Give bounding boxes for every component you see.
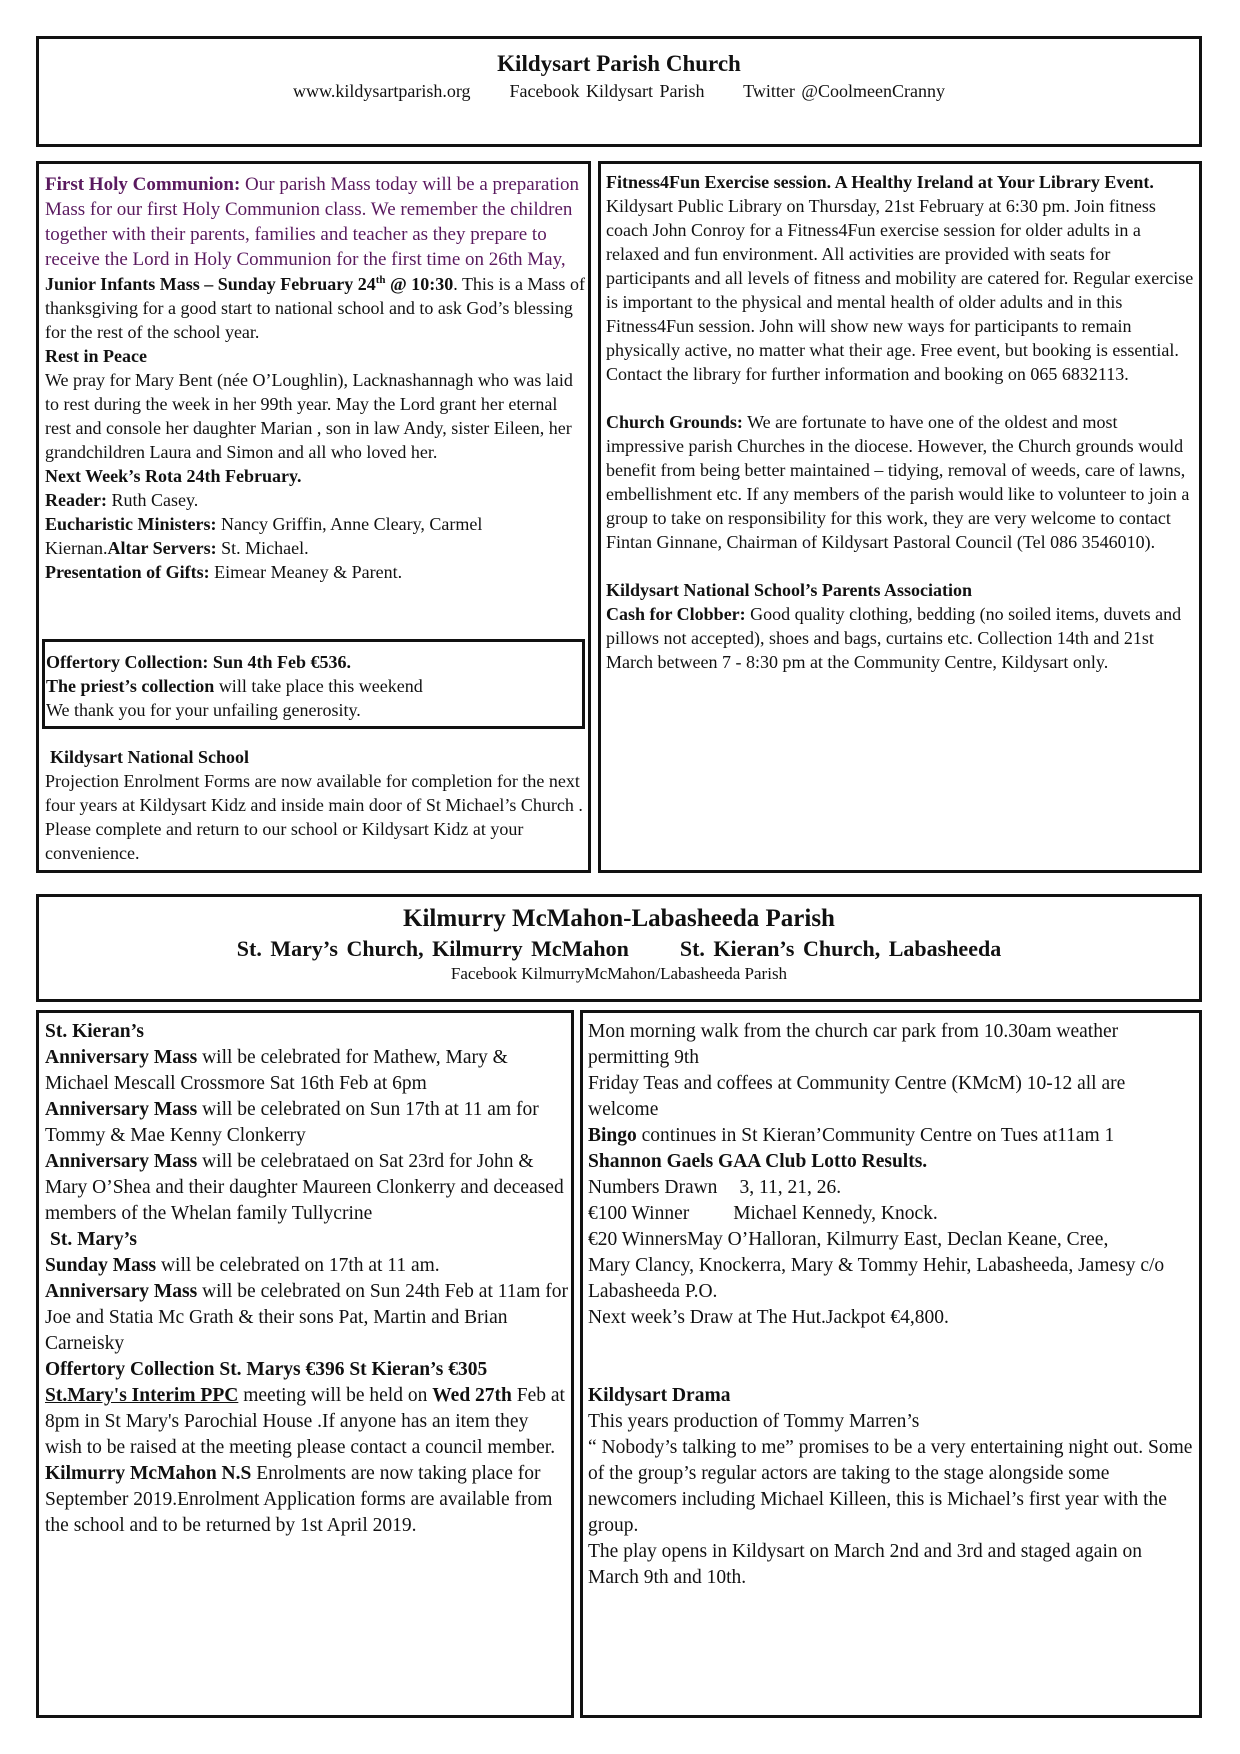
bingo-notice — [588, 1123, 1193, 1149]
priest-bold: The priest’s collection — [46, 676, 215, 696]
teas-notice: Friday Teas and coffees at Community Centre (KMcM) 10-12 all are welcome — [588, 1073, 1126, 1120]
rota-reader — [45, 488, 585, 512]
kilmurry-churches — [39, 936, 1199, 962]
ppc-text2: Feb at 8pm in St Mary's Parochial House .If anyone has an item they wish to be raised at the meeting please contact a council member. — [45, 1385, 565, 1458]
kilmurry-title: Kilmurry McMahon-Labasheeda Parish — [403, 905, 835, 932]
lotto-winners20 — [588, 1227, 1193, 1253]
st-marys-heading: St. Mary’s — [50, 1229, 138, 1250]
kildysart-header — [36, 36, 1202, 147]
fitness-text: Kildysart Public Library on Thursday, 21st February at 6:30 pm. Join fitness coach John Conroy for a Fitness4Fun exercise session for older adults in a relaxed and fun environment. All activities are provided with seats for participants and all levels of fitness and mobility are catered for. Regular exercise is important to the physical and mental health of older adults and in this Fitness4Fun session. John will show new ways for participants to remain physically active, no matter what their age. Free event, but booking is essential. Contact the library for further information and booking on 065 6832113. — [606, 196, 1194, 384]
winner-value: Michael Kennedy, Knock. — [733, 1203, 938, 1224]
anniv1-text: will be celebrated for Mathew, Mary & Michael Mescall Crossmore Sat 16th Feb at 6pm — [45, 1047, 508, 1094]
kildysart-twitter: Twitter @CoolmeenCranny — [743, 81, 945, 101]
anniversary-2 — [45, 1097, 570, 1149]
infants-sup: th — [375, 274, 386, 286]
ppc-link: St.Mary's Interim PPC — [45, 1385, 239, 1406]
anniv4-text: will be celebrated on Sun 24th Feb at 11am for Joe and Statia Mc Grath & their sons Pat, Martin and Brian Carneisky — [45, 1281, 568, 1354]
church-st-marys: St. Mary’s Church, Kilmurry McMahon — [236, 936, 629, 961]
school-heading: Kildysart National School — [50, 747, 250, 767]
numbers-value: 3, 11, 21, 26. — [739, 1177, 842, 1198]
next-draw: Next week’s Draw at The Hut.Jackpot €4,800. — [588, 1307, 949, 1328]
rota-heading: Next Week’s Rota 24th February. — [45, 466, 302, 486]
gifts-label: Presentation of Gifts: — [45, 562, 210, 582]
kildysart-left-notices — [45, 172, 585, 584]
kilmurry-facebook: Facebook KilmurryMcMahon/Labasheeda Parish — [450, 964, 788, 983]
church-st-kierans: St. Kieran’s Church, Labasheeda — [679, 936, 1002, 961]
anniv2-text: will be celebrated on Sun 17th at 11 am for Tommy & Mae Kenny Clonkerry — [45, 1099, 539, 1146]
infants-heading: Junior Infants Mass – Sunday February 24 — [45, 274, 376, 294]
numbers-label: Numbers Drawn — [588, 1177, 718, 1198]
grounds-text: We are fortunate to have one of the oldest and most impressive parish Churches in the diocese. However, the Church grounds would benefit from being better maintained – tidying, removal of weeds, care of lawns, embellishment etc. If any members of the parish would like to volunteer to join a group to take on responsibility for this work, they are very welcome to contact Fintan Ginnane, Chairman of Kildysart Pastoral Council (Tel 086 3546010). — [606, 412, 1190, 552]
ministers-label: Eucharistic Ministers: — [45, 514, 217, 534]
rota-gifts — [45, 560, 585, 584]
anniversary-1 — [45, 1045, 570, 1097]
st-kierans-heading: St. Kieran’s — [45, 1021, 144, 1042]
anniv4-bold: Anniversary Mass — [45, 1281, 198, 1302]
winner-label: €100 Winner — [588, 1203, 690, 1224]
grounds-notice — [606, 410, 1196, 554]
drama-text3: The play opens in Kildysart on March 2nd and 3rd and staged again on March 9th and 10th. — [588, 1541, 1142, 1588]
fitness-heading: Fitness4Fun Exercise session. A Healthy Ireland at Your Library Event. — [606, 172, 1154, 192]
rip-heading: Rest in Peace — [45, 346, 147, 366]
priest-rest: will take place this weekend — [214, 676, 423, 696]
winners20-value: May O’Halloran, Kilmurry East, Declan Keane, Cree, — [687, 1229, 1109, 1250]
lotto-numbers — [588, 1175, 1193, 1201]
sunday-mass — [45, 1253, 570, 1279]
ministers-value: Nancy Griffin, Anne Cleary, Carmel Kiernan. — [45, 514, 483, 558]
offertory-line: Offertory Collection: Sun 4th Feb €536. — [46, 652, 351, 672]
kilmurry-offertory: Offertory Collection St. Marys €396 St Kieran’s €305 — [45, 1359, 488, 1380]
anniv3-bold: Anniversary Mass — [45, 1151, 198, 1172]
rota-ministers — [45, 512, 585, 560]
kildysart-facebook: Facebook Kildysart Parish — [509, 81, 705, 101]
offertory-ppc — [45, 1357, 570, 1461]
ppc-date: Wed 27th — [432, 1385, 512, 1406]
clobber-text: Good quality clothing, bedding (no soiled items, duvets and pillows not accepted), shoes and bags, curtains etc. Collection 14th and 21st March between 7 - 8:30 pm at the Community Centre, Kildysart only. — [606, 604, 1182, 672]
gifts-value: Eimear Meaney & Parent. — [209, 562, 403, 582]
infants-text: . This is a Mass of thanksgiving for a good start to national school and to ask God’s blessing for the rest of the school year. — [45, 274, 585, 342]
anniv1-bold: Anniversary Mass — [45, 1047, 198, 1068]
communion-notice — [45, 172, 585, 272]
kildysart-website: www.kildysartparish.org — [293, 81, 471, 101]
anniversary-4 — [45, 1279, 570, 1357]
clobber-notice — [606, 602, 1196, 674]
sunday-text: will be celebrated on 17th at 11 am. — [156, 1255, 440, 1276]
kildysart-title: Kildysart Parish Church — [497, 51, 741, 76]
lotto-heading: Shannon Gaels GAA Club Lotto Results. — [588, 1151, 928, 1172]
communion-heading: First Holy Communion: — [45, 174, 241, 195]
servers-label: Altar Servers: — [107, 538, 217, 558]
ppc-text1: meeting will be held on — [238, 1385, 433, 1406]
lotto-winner — [588, 1201, 1193, 1227]
anniv3-text: will be celebrataed on Sat 23rd for John & Mary O’Shea and their daughter Maureen Clonkerry and deceased members of the Whelan family Tullycrine — [45, 1151, 564, 1224]
grounds-heading: Church Grounds: — [606, 412, 743, 432]
ns-enrolment — [45, 1461, 570, 1539]
drama-text1: This years production of Tommy Marren’s — [588, 1411, 920, 1432]
communion-text: Our parish Mass today will be a preparation Mass for our first Holy Communion class. We remember the children together with their parents, families and teacher as they prepare to receive the Lord in Holy Communion for the first time on 26th May, — [45, 174, 580, 270]
kilmurry-header — [36, 894, 1202, 1002]
bingo-text: continues in St Kieran’Community Centre on Tues at11am 1 — [636, 1125, 1115, 1146]
winners20-label: €20 Winners — [588, 1229, 688, 1250]
kilmurry-left-notices — [45, 1019, 570, 1539]
ns-text: Enrolments are now taking place for September 2019.Enrolment Application forms are available from the school and to be returned by 1st April 2019. — [45, 1463, 553, 1536]
reader-label: Reader: — [45, 490, 107, 510]
walk-notice: Mon morning walk from the church car park from 10.30am weather permitting 9th — [588, 1021, 1119, 1068]
servers-value: St. Michael. — [216, 538, 309, 558]
offertory-notice — [46, 650, 581, 722]
drama-heading: Kildysart Drama — [588, 1385, 731, 1406]
lotto-winners20-more: Mary Clancy, Knockerra, Mary & Tommy Hehir, Labasheeda, Jamesy c/o Labasheeda P.O. — [588, 1255, 1165, 1302]
rip-text: We pray for Mary Bent (née O’Loughlin), Lacknashannagh who was laid to rest during the week in her 99th year. May the Lord grant her eternal rest and console her daughter Marian , son in law Andy, sister Eileen, her grandchildren Laura and Simon and all who loved her. — [45, 370, 573, 462]
kilmurry-right-notices — [588, 1019, 1193, 1591]
drama-text2: “ Nobody’s talking to me” promises to be a very entertaining night out. Some of the group’s regular actors are taking to the stage alongside some newcomers including Michael Killeen, this is Michael’s first year with the group. — [588, 1437, 1193, 1536]
priest-collection — [46, 674, 581, 698]
kildysart-contacts — [39, 81, 1199, 102]
sunday-bold: Sunday Mass — [45, 1255, 157, 1276]
anniv2-bold: Anniversary Mass — [45, 1099, 198, 1120]
parents-heading: Kildysart National School’s Parents Association — [606, 580, 973, 600]
thanks-line: We thank you for your unfailing generosity. — [46, 700, 361, 720]
clobber-heading: Cash for Clobber: — [606, 604, 746, 624]
school-text: Projection Enrolment Forms are now available for completion for the next four years at Kildysart Kidz and inside main door of St Michael’s Church . Please complete and return to our school or Kildysart Kidz at your convenience. — [45, 771, 583, 863]
infants-mass-notice — [45, 272, 585, 344]
kildysart-right-notices — [606, 170, 1196, 674]
infants-time: @ 10:30 — [385, 274, 454, 294]
reader-value: Ruth Casey. — [106, 490, 199, 510]
bingo-bold: Bingo — [588, 1125, 637, 1146]
ns-bold: Kilmurry McMahon N.S — [45, 1463, 252, 1484]
anniversary-3 — [45, 1149, 570, 1227]
national-school-notice — [45, 745, 585, 865]
